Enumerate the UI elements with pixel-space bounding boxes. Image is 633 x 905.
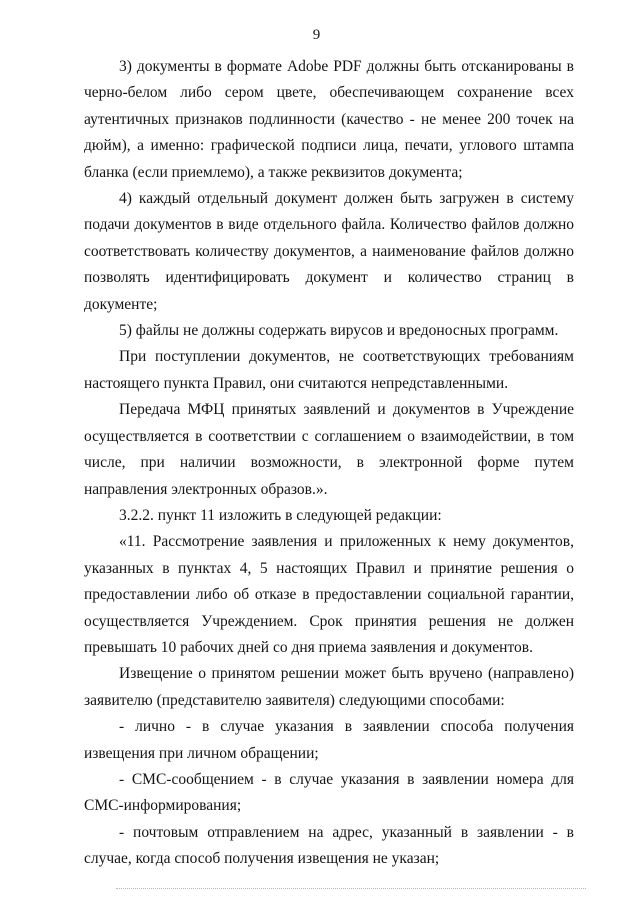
paragraph-mfc-transfer: Передача МФЦ принятых заявлений и документов в Учреждение осуществляется в соответствии с соглашением о взаимодействии, в том числе, при наличии возможности, в электронной форме путем направления электронных образов.». bbox=[84, 401, 574, 498]
list-item-postal: - почтовым отправлением на адрес, указанный в заявлении - в случае, когда способ получения извещения не указан; bbox=[84, 823, 574, 868]
paragraph-notification-methods: Извещение о принятом решении может быть вручено (направлено) заявителю (представителю заявителя) следующими способами: bbox=[84, 665, 574, 709]
paragraph-nonconforming-documents: При поступлении документов, не соответствующих требованиям настоящего пункта Правил, они считаются непредставленными. bbox=[84, 348, 574, 392]
document-body bbox=[84, 54, 574, 873]
paragraph-amendment-item-11: 3.2.2. пункт 11 изложить в следующей редакции: bbox=[119, 506, 442, 524]
page-number: 9 bbox=[312, 27, 321, 43]
paragraph-no-viruses: 5) файлы не должны содержать вирусов и вредоносных программ. bbox=[119, 322, 559, 340]
paragraph-separate-files: 4) каждый отдельный документ должен быть загружен в систему подачи документов в виде отдельного файла. Количество файлов должно соответствовать количеству документов, а наименование файлов должно позволять идентифицировать документ и количество страниц в документе; bbox=[84, 190, 574, 313]
list-item-in-person: - лично - в случае указания в заявлении способа получения извещения при личном обращении; bbox=[84, 718, 574, 762]
scan-edge-line bbox=[116, 888, 586, 889]
paragraph-item-11-review: «11. Рассмотрение заявления и приложенных к нему документов, указанных в пунктах 4, 5 настоящих Правил и принятие решения о предоставлении либо об отказе в предоставлении социальной гарантии, осуществляется Учреждением. Срок принятия решения не должен превышать 10 рабочих дней со дня приема заявления и документов. bbox=[84, 533, 574, 656]
list-item-sms: - СМС-сообщением - в случае указания в заявлении номера для СМС-информирования; bbox=[84, 770, 574, 815]
paragraph-pdf-requirements: 3) документы в формате Adobe PDF должны быть отсканированы в черно-белом либо сером цвете, обеспечивающем сохранение всех аутентичных признаков подлинности (качество - не менее 200 точек на дюйм), а именно: графической подписи лица, печати, углового штампа бланка (если приемлемо), а также реквизитов документа; bbox=[84, 58, 574, 181]
